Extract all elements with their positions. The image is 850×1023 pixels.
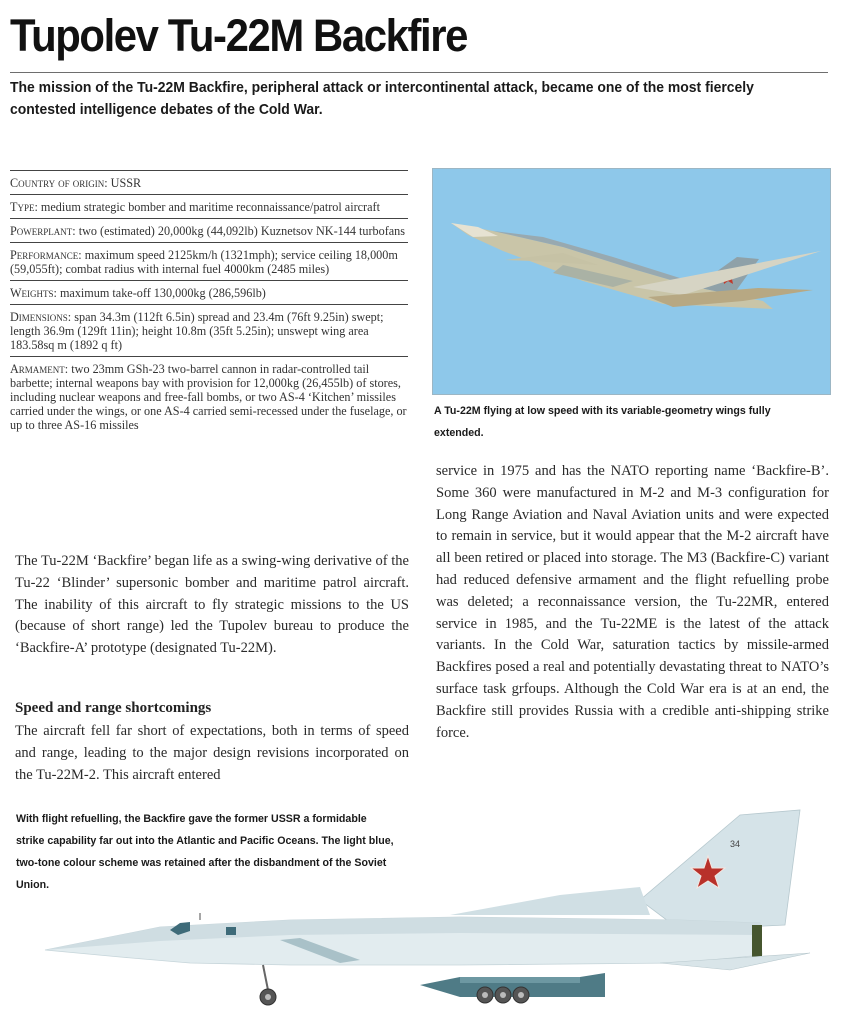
spec-value: maximum speed 2125km/h (1321mph); service ceiling 18,000m (59,055ft); combat radius with internal fuel 4000km (2485 miles) (10, 248, 398, 276)
article-intro: The Tu-22M ‘Backfire’ began life as a swing-wing derivative of the Tu-22 ‘Blinder’ supersonic bomber and maritime patrol aircraft. The inability of this aircraft to fly strategic missions to the US (because of short range) led the Tupolev bureau to produce the ‘Backfire-A’ prototype (designated Tu-22M). (15, 553, 409, 657)
page-title: Tupolev Tu-22M Backfire (10, 10, 468, 61)
spec-value: maximum take-off 130,000kg (286,596lb) (56, 286, 266, 300)
spec-value: USSR (107, 176, 142, 190)
spec-label: Armament: (10, 362, 69, 376)
profile-caption: With flight refuelling, the Backfire gave the former USSR a formidable strike capability far out into the Atlantic and Pacific Oceans. The light blue, two-tone colour scheme was retained after the disbandment of the Soviet Union. (16, 813, 394, 891)
spec-powerplant (10, 219, 408, 243)
spec-label: Weights: (10, 286, 57, 300)
spec-label: Country of origin: (10, 176, 108, 190)
deck-text: The mission of the Tu-22M Backfire, peripheral attack or intercontinental attack, became one of the most fiercely contested intelligence debates of the Cold War. (10, 79, 754, 118)
spec-label: Type: (10, 200, 38, 214)
spec-armament (10, 357, 408, 436)
aircraft-in-flight-icon (433, 169, 830, 394)
article-paragraph-right: service in 1975 and has the NATO reporting name ‘Backfire-B’. Some 360 were manufactured in M-2 and M-3 configuration for Long Range Aviation and Naval Aviation units and were expected to remain in service, but it would appear that the M-2 aircraft have all been retired or placed into storage. The M3 (Backfire-C) variant had reduced defensive armament and the flight refuelling probe was deleted; a reconnaissance version, the Tu-22MR, entered service in 1985, and the Tu-22ME is the latest of the attack variants. In the Cold War, saturation tactics by missile-armed Backfires posed a real and potentially devastating threat to NATO’s surface task grfoups. Although the Cold War era is at an end, the Backfire still provides Russia with a credible anti-shipping strike force. (436, 463, 829, 741)
spec-label: Powerplant: (10, 224, 76, 238)
spec-label: Performance: (10, 248, 82, 262)
spec-value: span 34.3m (112ft 6.5in) spread and 23.4m (76ft 9.25in) swept; length 36.9m (129ft 11in); height 10.8m (35ft 5.25in); unswept wing area 183.58sq m (1892 q ft) (10, 310, 384, 352)
svg-text:34: 34 (730, 839, 741, 849)
spec-value: two (estimated) 20,000kg (44,092lb) Kuznetsov NK-144 turbofans (75, 224, 406, 238)
title-divider (10, 72, 828, 73)
spec-weights (10, 281, 408, 305)
spec-performance (10, 243, 408, 281)
article-subhead: Speed and range shortcomings (15, 700, 212, 716)
aircraft-photo (432, 168, 831, 395)
spec-dimensions (10, 305, 408, 357)
spec-country (10, 171, 408, 195)
spec-value: two 23mm GSh-23 two-barrel cannon in radar-controlled tail barbette; internal weapons bay with provision for 12,000kg (26,455lb) of stores, including nuclear weapons and free-fall bombs, or two AS-4 ‘Kitchen’ missiles carried under the wings, or one AS-4 carried semi-recessed under the fuselage, or up to three AS-16 missiles (10, 362, 407, 432)
spec-table (10, 170, 408, 436)
photo-caption: A Tu-22M flying at low speed with its variable-geometry wings fully extended. (434, 405, 771, 439)
spec-label: Dimensions: (10, 310, 72, 324)
spec-value: medium strategic bomber and maritime reconnaissance/patrol aircraft (37, 200, 380, 214)
article-paragraph-left: The aircraft fell far short of expectations, both in terms of speed and range, leading to the major design revisions incorporated on the Tu-22M-2. This aircraft entered (15, 723, 409, 783)
spec-type (10, 195, 408, 219)
